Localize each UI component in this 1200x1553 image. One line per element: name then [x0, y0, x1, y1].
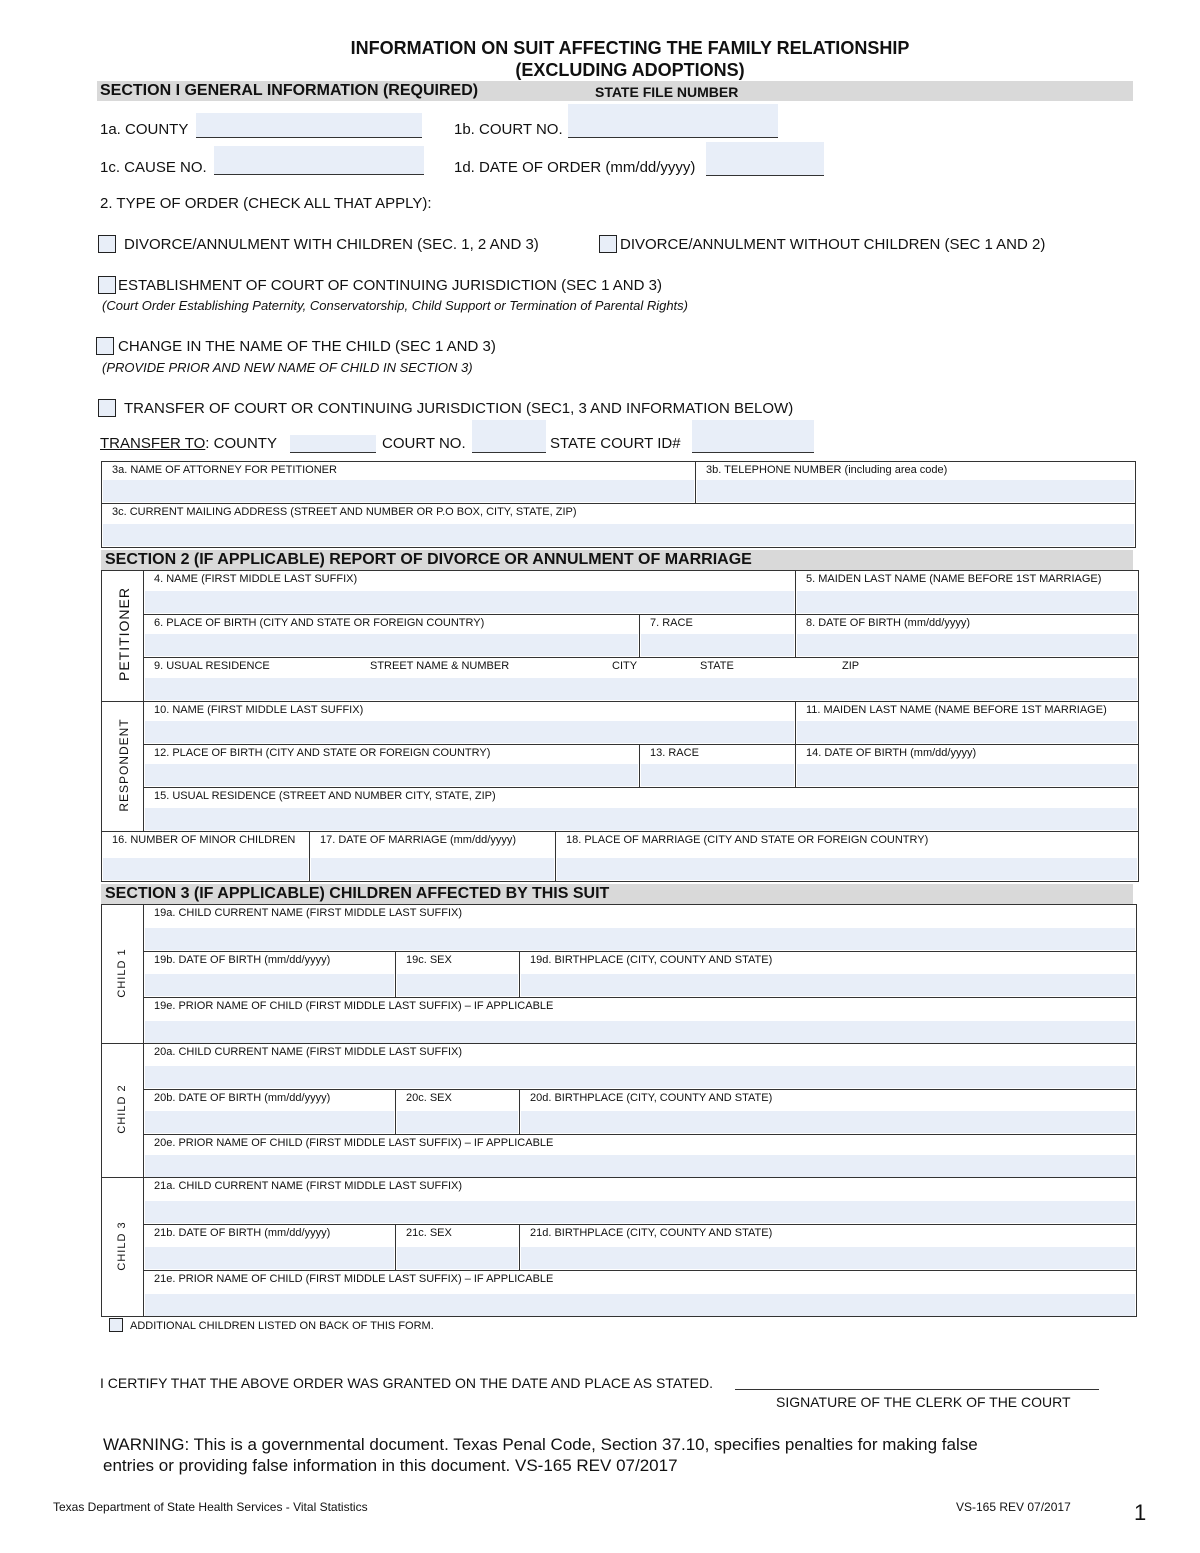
additional-children-label: ADDITIONAL CHILDREN LISTED ON BACK OF THIS FORM. [130, 1320, 434, 1332]
child-sex-input[interactable] [397, 974, 518, 996]
establishment-checkbox[interactable] [98, 276, 116, 294]
warning-line1: WARNING: This is a governmental document. Texas Penal Code, Section 37.10, specifies penalties for making false [103, 1435, 978, 1454]
child-prior-name-input[interactable] [145, 1155, 1135, 1177]
court-no-input[interactable] [568, 104, 778, 138]
divorce-without-children-checkbox[interactable] [599, 235, 617, 253]
petitioner-birthplace-input[interactable] [145, 634, 638, 656]
f16-cell: 16. NUMBER OF MINOR CHILDREN [102, 832, 310, 881]
respondent-residence-input[interactable] [145, 808, 1137, 830]
child-side [102, 1178, 144, 1316]
child-sex-cell: 20c. SEX [396, 1090, 520, 1135]
child-birthplace-cell: 20d. BIRTHPLACE (CITY, COUNTY AND STATE) [520, 1090, 1136, 1135]
f8-cell: 8. DATE OF BIRTH (mm/dd/yyyy) [796, 615, 1138, 658]
child-block [101, 904, 1137, 1044]
section3-grid [101, 904, 1137, 1318]
section3-header: SECTION 3 (IF APPLICABLE) CHILDREN AFFECTED BY THIS SUIT [101, 884, 1133, 904]
child-prior-name-cell: 20e. PRIOR NAME OF CHILD (FIRST MIDDLE LAST SUFFIX) – IF APPLICABLE [144, 1135, 1136, 1178]
petitioner-label: PETITIONER [116, 587, 132, 682]
child-prior-name-cell: 21e. PRIOR NAME OF CHILD (FIRST MIDDLE LAST SUFFIX) – IF APPLICABLE [144, 1271, 1136, 1317]
form-title: INFORMATION ON SUIT AFFECTING THE FAMILY RELATIONSHIP [350, 38, 910, 58]
section2-header: SECTION 2 (IF APPLICABLE) REPORT OF DIVORCE OR ANNULMENT OF MARRIAGE [101, 550, 1133, 570]
f7-cell: 7. RACE [640, 615, 796, 658]
respondent-dob-input[interactable] [797, 764, 1137, 786]
child-dob-cell: 19b. DATE OF BIRTH (mm/dd/yyyy) [144, 952, 396, 998]
petitioner-name-input[interactable] [145, 591, 794, 613]
f12-cell: 12. PLACE OF BIRTH (CITY AND STATE OR FOREIGN COUNTRY) [144, 745, 640, 788]
child-block [101, 1043, 1137, 1178]
f17-cell: 17. DATE OF MARRIAGE (mm/dd/yyyy) [310, 832, 556, 881]
mailing-address-cell: 3c. CURRENT MAILING ADDRESS (STREET AND NUMBER OR P.O BOX, CITY, STATE, ZIP) [102, 504, 1135, 547]
cause-no-label: 1c. CAUSE NO. [100, 159, 207, 176]
name-change-note: (PROVIDE PRIOR AND NEW NAME OF CHILD IN SECTION 3) [102, 360, 473, 375]
date-of-order-label: 1d. DATE OF ORDER (mm/dd/yyyy) [454, 159, 696, 176]
child-name-cell: 20a. CHILD CURRENT NAME (FIRST MIDDLE LAST SUFFIX) [144, 1044, 1136, 1090]
child-birthplace-input[interactable] [521, 1111, 1135, 1133]
child-prior-name-input[interactable] [145, 1294, 1135, 1316]
transfer-state-court-label: STATE COURT ID# [550, 435, 681, 452]
transfer-court-input[interactable] [472, 420, 546, 453]
f5-cell: 5. MAIDEN LAST NAME (NAME BEFORE 1ST MARRIAGE) [796, 571, 1138, 615]
type-of-order-label: 2. TYPE OF ORDER (CHECK ALL THAT APPLY): [100, 195, 432, 212]
child-dob-input[interactable] [145, 1247, 394, 1269]
child-name-input[interactable] [145, 928, 1135, 950]
child-name-input[interactable] [145, 1066, 1135, 1088]
f15-cell: 15. USUAL RESIDENCE (STREET AND NUMBER CITY, STATE, ZIP) [144, 788, 1138, 832]
county-label: 1a. COUNTY [100, 121, 189, 138]
child-sex-input[interactable] [397, 1247, 518, 1269]
divorce-with-children-label: DIVORCE/ANNULMENT WITH CHILDREN (SEC. 1, 2 AND 3) [124, 236, 539, 253]
respondent-name-input[interactable] [145, 721, 794, 743]
marriage-date-input[interactable] [311, 858, 554, 880]
transfer-state-court-input[interactable] [692, 420, 814, 453]
child-dob-input[interactable] [145, 1111, 394, 1133]
attorney-name-input[interactable] [103, 480, 694, 502]
section1-header: SECTION I GENERAL INFORMATION (REQUIRED) STATE FILE NUMBER [97, 81, 1133, 101]
cause-no-input[interactable] [214, 146, 424, 175]
child-label: CHILD 1 [116, 947, 128, 998]
respondent-label: RESPONDENT [117, 718, 131, 812]
child-birthplace-cell: 21d. BIRTHPLACE (CITY, COUNTY AND STATE) [520, 1225, 1136, 1271]
establishment-label: ESTABLISHMENT OF COURT OF CONTINUING JURISDICTION (SEC 1 AND 3) [118, 277, 662, 294]
court-no-label: 1b. COURT NO. [454, 121, 563, 138]
f4-cell: 4. NAME (FIRST MIDDLE LAST SUFFIX) [144, 571, 796, 615]
child-birthplace-input[interactable] [521, 1247, 1135, 1269]
f10-cell: 10. NAME (FIRST MIDDLE LAST SUFFIX) [144, 702, 796, 745]
f13-cell: 13. RACE [640, 745, 796, 788]
child-label: CHILD 2 [116, 1084, 128, 1134]
certify-text: I CERTIFY THAT THE ABOVE ORDER WAS GRANTED ON THE DATE AND PLACE AS STATED. [100, 1375, 714, 1391]
f9-cell: 9. USUAL RESIDENCE STREET NAME & NUMBER CITY STATE ZIP [144, 658, 1138, 702]
child-sex-cell: 21c. SEX [396, 1225, 520, 1271]
child-prior-name-input[interactable] [145, 1021, 1135, 1043]
petitioner-side [102, 571, 144, 702]
marriage-place-input[interactable] [557, 858, 1137, 880]
child-side [102, 905, 144, 1043]
form-subtitle: (EXCLUDING ADOPTIONS) [515, 60, 745, 80]
child-prior-name-cell: 19e. PRIOR NAME OF CHILD (FIRST MIDDLE LAST SUFFIX) – IF APPLICABLE [144, 998, 1136, 1044]
page-number: 1 [1134, 1500, 1147, 1525]
respondent-race-input[interactable] [641, 764, 794, 786]
signature-label: SIGNATURE OF THE CLERK OF THE COURT [776, 1394, 1071, 1410]
f14-cell: 14. DATE OF BIRTH (mm/dd/yyyy) [796, 745, 1138, 788]
attorney-name-cell: 3a. NAME OF ATTORNEY FOR PETITIONER [102, 462, 696, 504]
state-file-number-label: STATE FILE NUMBER [595, 84, 739, 100]
petitioner-race-input[interactable] [641, 634, 794, 656]
establishment-note: (Court Order Establishing Paternity, Conservatorship, Child Support or Termination of Parental Rights) [102, 298, 688, 313]
county-input[interactable] [196, 113, 422, 138]
child-sex-input[interactable] [397, 1111, 518, 1133]
child-sex-cell: 19c. SEX [396, 952, 520, 998]
f18-cell: 18. PLACE OF MARRIAGE (CITY AND STATE OR FOREIGN COUNTRY) [556, 832, 1138, 881]
child-dob-cell: 20b. DATE OF BIRTH (mm/dd/yyyy) [144, 1090, 396, 1135]
telephone-input[interactable] [697, 480, 1134, 502]
divorce-without-children-label: DIVORCE/ANNULMENT WITHOUT CHILDREN (SEC 1 AND 2) [620, 236, 1046, 253]
child-name-cell: 21a. CHILD CURRENT NAME (FIRST MIDDLE LAST SUFFIX) [144, 1178, 1136, 1225]
divorce-with-children-checkbox[interactable] [98, 235, 116, 253]
mailing-address-input[interactable] [103, 524, 1134, 546]
minor-children-input[interactable] [103, 858, 308, 880]
additional-children-checkbox[interactable] [109, 1318, 123, 1332]
f11-cell: 11. MAIDEN LAST NAME (NAME BEFORE 1ST MARRIAGE) [796, 702, 1138, 745]
name-change-label: CHANGE IN THE NAME OF THE CHILD (SEC 1 AND 3) [118, 338, 496, 355]
child-dob-input[interactable] [145, 974, 394, 996]
child-side [102, 1044, 144, 1177]
child-name-input[interactable] [145, 1201, 1135, 1223]
telephone-cell: 3b. TELEPHONE NUMBER (including area code) [696, 462, 1135, 504]
child-birthplace-input[interactable] [521, 974, 1135, 996]
attorney-grid [101, 461, 1136, 548]
petitioner-dob-input[interactable] [797, 634, 1137, 656]
respondent-maiden-input[interactable] [797, 721, 1137, 743]
warning-line2: entries or providing false information in this document. VS-165 REV 07/2017 [103, 1456, 678, 1475]
transfer-to-row: TRANSFER TO: COUNTY [100, 435, 277, 452]
respondent-birthplace-input[interactable] [145, 764, 638, 786]
child-dob-cell: 21b. DATE OF BIRTH (mm/dd/yyyy) [144, 1225, 396, 1271]
transfer-label: TRANSFER OF COURT OR CONTINUING JURISDICTION (SEC1, 3 AND INFORMATION BELOW) [124, 400, 794, 417]
respondent-side [102, 702, 144, 832]
signature-line[interactable] [735, 1389, 1099, 1390]
petitioner-residence-input[interactable] [145, 678, 1137, 700]
name-change-checkbox[interactable] [96, 337, 114, 355]
section2-grid [101, 570, 1139, 882]
child-label: CHILD 3 [116, 1220, 128, 1271]
transfer-checkbox[interactable] [98, 399, 116, 417]
transfer-county-input[interactable] [290, 435, 376, 453]
date-of-order-input[interactable] [706, 142, 824, 176]
f6-cell: 6. PLACE OF BIRTH (CITY AND STATE OR FOREIGN COUNTRY) [144, 615, 640, 658]
child-birthplace-cell: 19d. BIRTHPLACE (CITY, COUNTY AND STATE) [520, 952, 1136, 998]
petitioner-maiden-input[interactable] [797, 591, 1137, 613]
child-block [101, 1177, 1137, 1317]
transfer-court-label: COURT NO. [382, 435, 466, 452]
footer-right: VS-165 REV 07/2017 [956, 1500, 1071, 1514]
footer-left: Texas Department of State Health Services - Vital Statistics [53, 1500, 368, 1514]
child-name-cell: 19a. CHILD CURRENT NAME (FIRST MIDDLE LAST SUFFIX) [144, 905, 1136, 952]
